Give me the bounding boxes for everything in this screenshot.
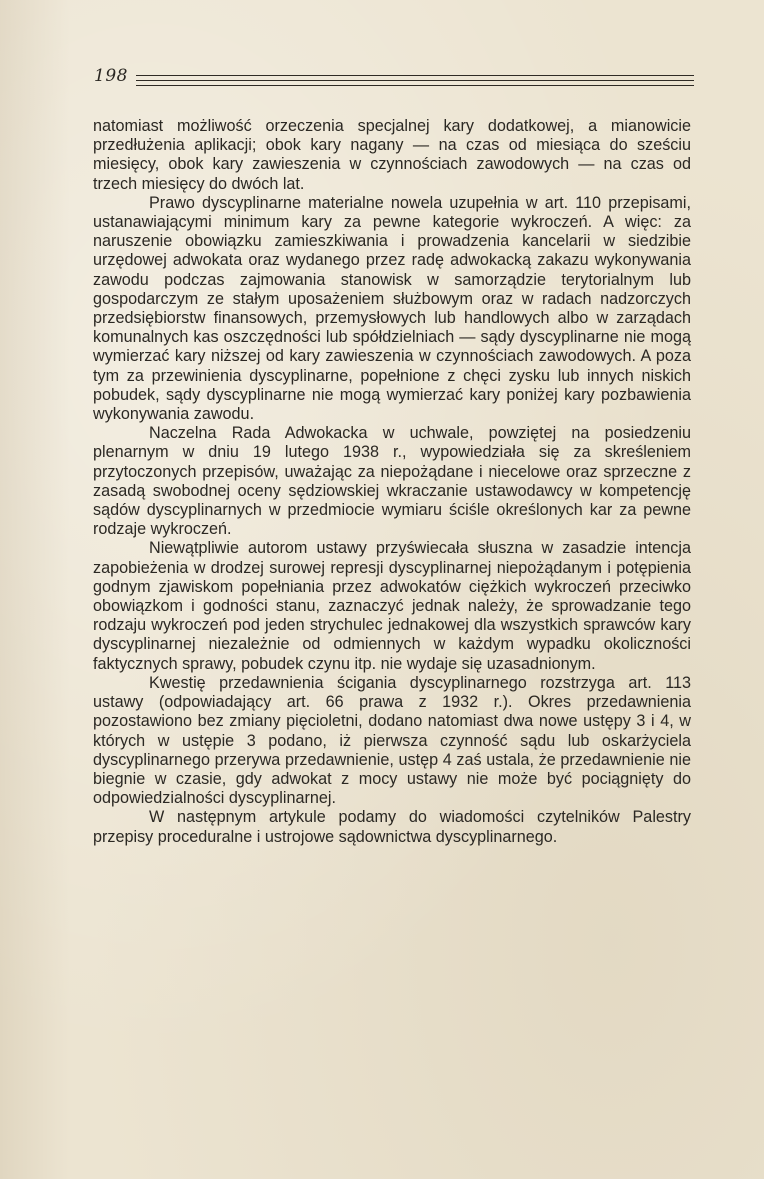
paragraph: Kwestię przedawnienia ścigania dyscyplinarnego rozstrzyga art. 113 ustawy (odpowiadający art. 66 prawa z 1932 r.). Okres przedawnienia pozostawiono bez zmiany pięcioletni, dodano natomiast dwa nowe ustępy 3 i 4, w których w ustępie 3 podano, iż pierwsza czynność sądu lub oskarżyciela dyscyplinarnego przerywa przedawnienie, ustęp 4 zaś ustala, że przedawnienie nie biegnie w czasie, gdy adwokat z mocy ustawy nie może być pociągnięty do odpowiedzialności dyscyplinarnej. (93, 673, 691, 808)
header-rule (136, 85, 694, 86)
page-header (94, 66, 694, 96)
header-rule (136, 80, 694, 81)
paragraph: Niewątpliwie autorom ustawy przyświecała słuszna w zasadzie intencja zapobieżenia w drodzej surowej represji dyscyplinarnej niepożądanym i potępienia godnym zjawiskom popełniania przez adwokatów ciężkich wykroczeń przeciwko obowiązkom i godności stanu, zaznaczyć jednak należy, że sprowadzanie tego rodzaju wykroczeń pod jeden strychulec jednakowej dla wszystkich sprawców kary dyscyplinarnej niezależnie od odmiennych w każdym wypadku okoliczności faktycznych sprawy, pobudek czynu itp. nie wydaje się uzasadnionym. (93, 539, 691, 673)
article-body (93, 117, 691, 847)
paragraph: Naczelna Rada Adwokacka w uchwale, powziętej na posiedzeniu plenarnym w dniu 19 lutego 1938 r., wypowiedziała się za skreśleniem przytoczonych przepisów, uważając za niepożądane i niecelowe oraz sprzeczne z zasadą swobodnej oceny sędziowskiej wkraczanie ustawodawcy w kompetencję sądów dyscyplinarnych w przedmiocie wymiaru ściśle określonych kar za pewne rodzaje wykroczeń. (93, 424, 691, 539)
header-rule (136, 75, 694, 76)
page-number: 198 (94, 66, 128, 86)
paragraph: Prawo dyscyplinarne materialne nowela uzupełnia w art. 110 przepisami, ustanawiającymi minimum kary za pewne kategorie wykroczeń. A więc: za naruszenie obowiązku zamieszkiwania i prowadzenia kancelarii w siedzibie urzędowej adwokata oraz wydanego przez radę adwokacką zakazu wykonywania zawodu podczas zajmowania stanowisk w samorządzie terytorialnym lub gospodarczym ze stałym uposażeniem służbowym oraz w radach nadzorczych przedsiębiorstw finansowych, przemysłowych lub handlowych albo w zarządach komunalnych kas oszczędności lub spółdzielniach — sądy dyscyplinarne nie mogą wymierzać kary niższej od kary zawieszenia w czynnościach zawodowych. A poza tym za przewinienia dyscyplinarne, popełnione z chęci zysku lub innych niskich pobudek, sądy dyscyplinarne nie mogą wymierzać kary poniżej kary pozbawienia wykonywania zawodu. (93, 193, 691, 424)
page-edge-shade (0, 0, 70, 1179)
paragraph: natomiast możliwość orzeczenia specjalnej kary dodatkowej, a mianowicie przedłużenia aplikacji; obok kary nagany — na czas od miesiąca do sześciu miesięcy, obok kary zawieszenia w czynnościach zawodowych — na czas od trzech miesięcy do dwóch lat. (93, 117, 691, 193)
paragraph: W następnym artykule podamy do wiadomości czytelników Palestry przepisy proceduralne i ustrojowe sądownictwa dyscyplinarnego. (93, 808, 691, 846)
